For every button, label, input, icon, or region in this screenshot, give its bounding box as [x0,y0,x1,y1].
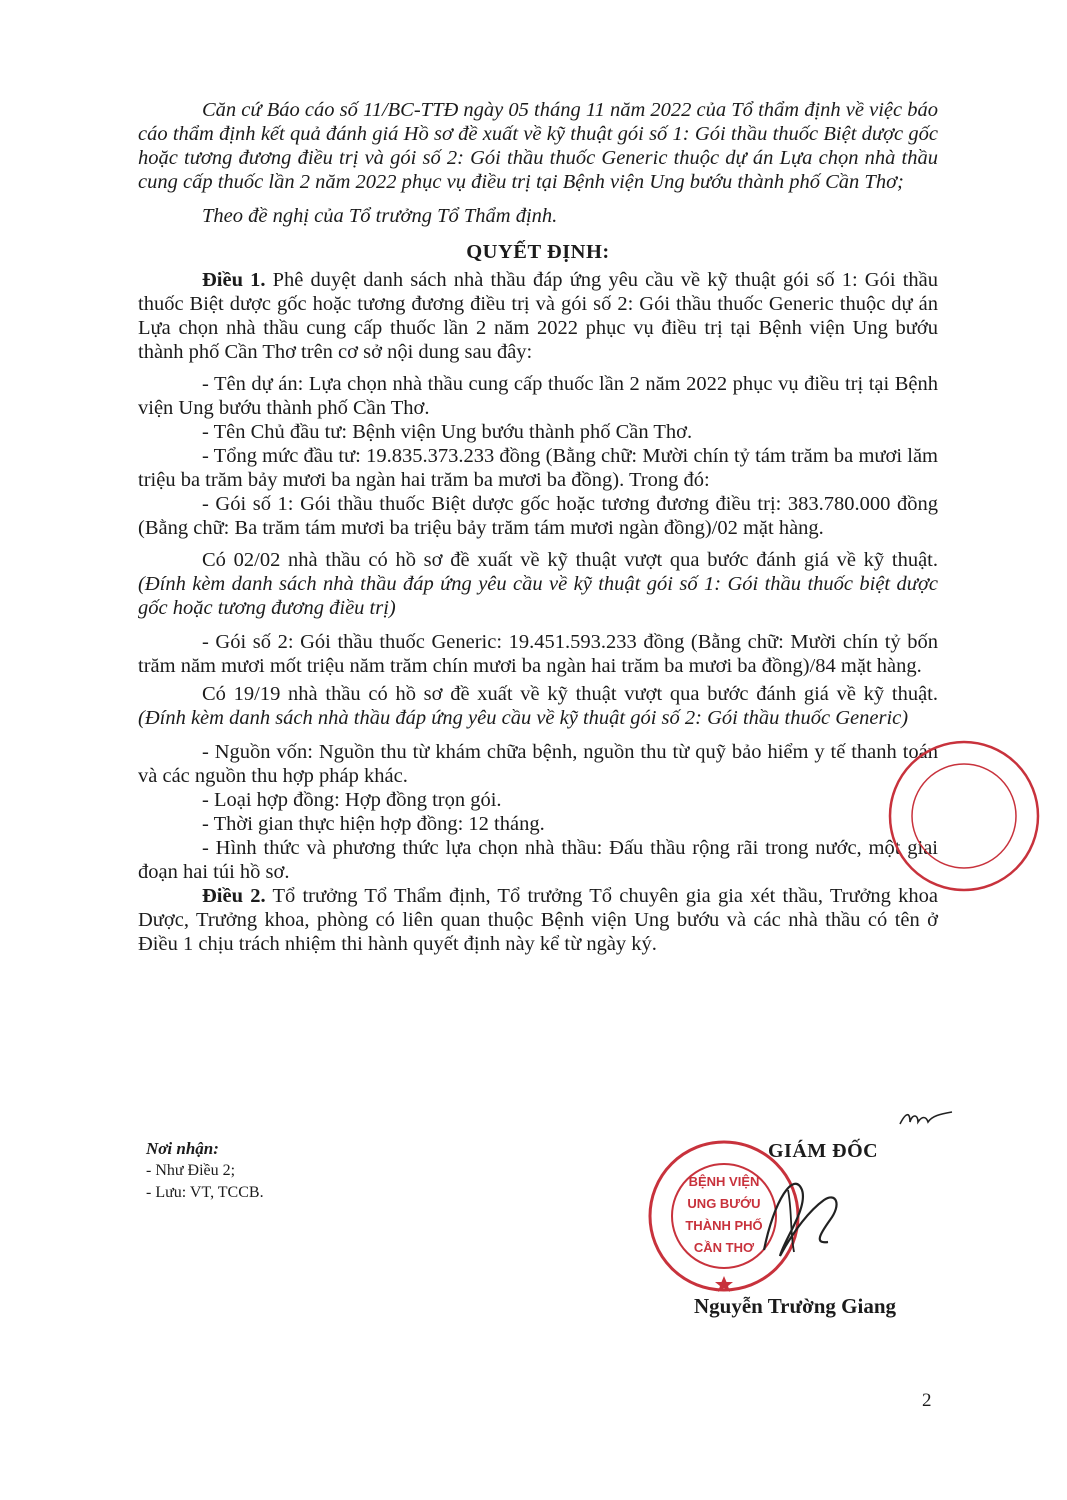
contract-duration-item: - Thời gian thực hiện hợp đồng: 12 tháng. [202,813,545,835]
contract-type-item: - Loại hợp đồng: Hợp đồng trọn gói. [202,789,502,811]
package-2-item: - Gói số 2: Gói thầu thuốc Generic: 19.451.593.233 đồng (Bằng chữ: Mười chín tỷ bốn trăm năm mươi mốt triệu năm trăm chín mươi ba ngàn hai trăm ba mươi ba đồng)/84 mặt hàng. [138,631,938,677]
stamp-line: UNG BƯỚU [687,1196,761,1211]
stamp-line: CẦN THƠ [693,1240,755,1255]
total-investment-item: - Tổng mức đầu tư: 19.835.373.233 đồng (Bằng chữ: Mười chín tỷ tám trăm ba mươi lăm triệu ba trăm bảy mươi ba ngàn hai trăm ba mươi ba đồng). Trong đó: [138,445,938,491]
intro-paragraph-1: Căn cứ Báo cáo số 11/BC-TTĐ ngày 05 tháng 11 năm 2022 của Tổ thẩm định về việc báo cáo thẩm định kết quả đánh giá Hồ sơ đề xuất về kỹ thuật gói số 1: Gói thầu thuốc Biệt dược gốc hoặc tương đương điều trị và gói số 2: Gói thầu thuốc Generic thuộc dự án Lựa chọn nhà thầu cung cấp thuốc lần 2 năm 2022 phục vụ điều trị tại Bệnh viện Ung bướu thành phố Cần Thơ; [138,99,938,193]
article-2-text: Tổ trưởng Tổ Thẩm định, Tổ trưởng Tổ chuyên gia gia xét thầu, Trưởng khoa Dược, Trưởng khoa, phòng có liên quan thuộc Bệnh viện Ung bướu và các nhà thầu có tên ở Điều 1 chịu trách nhiệm thi hành quyết định này kể từ ngày ký. [138,885,938,955]
article-1-text: Phê duyệt danh sách nhà thầu đáp ứng yêu cầu về kỹ thuật gói số 1: Gói thầu thuốc Biệt dược gốc hoặc tương đương điều trị và gói số 2: Gói thầu thuốc Generic thuộc dự án Lựa chọn nhà thầu cung cấp thuốc lần 2 năm 2022 phục vụ điều trị tại Bệnh viện Ung bướu thành phố Cần Thơ trên cơ sở nội dung sau đây: [138,269,938,363]
funding-source-item: - Nguồn vốn: Nguồn thu từ khám chữa bệnh, nguồn thu từ quỹ bảo hiểm y tế thanh toán và các nguồn thu hợp pháp khác. [138,741,938,787]
recipients-title: Nơi nhận: [146,1139,219,1158]
package-2-result [138,682,938,730]
package-2-result-note: (Đính kèm danh sách nhà thầu đáp ứng yêu cầu về kỹ thuật gói số 2: Gói thầu thuốc Generic) [138,707,909,729]
decision-heading: QUYẾT ĐỊNH: [466,241,610,263]
document-body [138,98,938,956]
signer-title: GIÁM ĐỐC [768,1140,879,1162]
recipient-item: - Lưu: VT, TCCB. [146,1184,264,1201]
intro-paragraph-2: Theo đề nghị của Tổ trưởng Tổ Thẩm định. [202,205,558,227]
stamp-line: BỆNH VIỆN [688,1174,760,1189]
package-1-result-note: (Đính kèm danh sách nhà thầu đáp ứng yêu cầu về kỹ thuật gói số 1: Gói thầu thuốc biệt dược gốc hoặc tương đương điều trị) [138,573,938,619]
package-2-result-text: Có 19/19 nhà thầu có hồ sơ đề xuất về kỹ thuật vượt qua bước đánh giá về kỹ thuật. [202,683,938,705]
recipients-block [146,1138,264,1204]
partial-stamp [884,736,1044,896]
package-1-item: - Gói số 1: Gói thầu thuốc Biệt dược gốc hoặc tương đương điều trị: 383.780.000 đồng (Bằng chữ: Ba trăm tám mươi ba triệu bảy trăm tám mươi ngàn đồng)/02 mặt hàng. [138,493,938,539]
package-1-result [138,548,938,620]
package-1-result-text: Có 02/02 nhà thầu có hồ sơ đề xuất về kỹ thuật vượt qua bước đánh giá về kỹ thuật. [202,549,938,571]
signer-name: Nguyễn Trường Giang [694,1294,896,1318]
recipient-item: - Như Điều 2; [146,1162,236,1179]
article-1 [138,268,938,364]
page-number: 2 [922,1390,932,1411]
article-1-label: Điều 1. [202,269,266,291]
stamp-line: THÀNH PHỐ [685,1218,763,1233]
article-2-label: Điều 2. [202,885,266,907]
selection-method-item: - Hình thức và phương thức lựa chọn nhà thầu: Đấu thầu rộng rãi trong nước, một giai đoạn hai túi hồ sơ. [138,837,938,883]
project-name-item: - Tên dự án: Lựa chọn nhà thầu cung cấp thuốc lần 2 năm 2022 phục vụ điều trị tại Bệnh viện Ung bướu thành phố Cần Thơ. [138,373,938,419]
initials-mark [896,1106,956,1130]
article-2 [138,884,938,956]
investor-item: - Tên Chủ đầu tư: Bệnh viện Ung bướu thành phố Cần Thơ. [202,421,693,443]
signature-mark [744,1160,854,1270]
